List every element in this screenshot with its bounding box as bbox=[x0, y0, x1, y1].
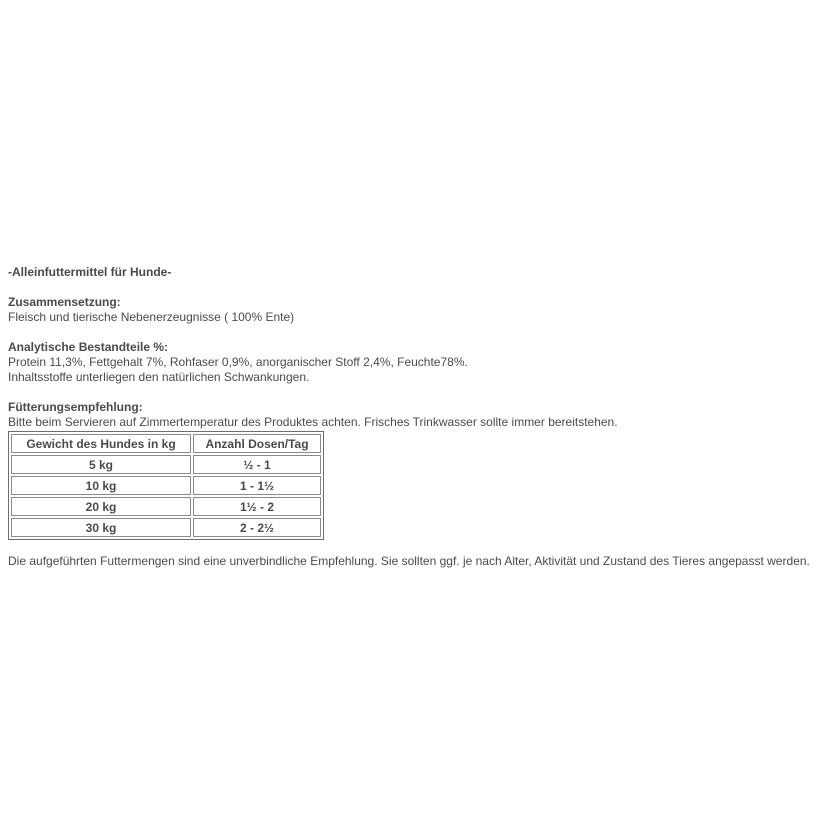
column-header-cans: Anzahl Dosen/Tag bbox=[193, 434, 321, 453]
column-header-weight: Gewicht des Hundes in kg bbox=[11, 434, 191, 453]
table-row bbox=[11, 455, 321, 474]
cans-cell: 1½ - 2 bbox=[193, 497, 321, 516]
product-description bbox=[8, 265, 832, 569]
analysis-heading: Analytische Bestandteile %: bbox=[8, 340, 169, 354]
cans-cell: 1 - 1½ bbox=[193, 476, 321, 495]
table-row bbox=[11, 518, 321, 537]
product-title: -Alleinfuttermittel für Hunde- bbox=[8, 265, 172, 279]
weight-cell: 30 kg bbox=[11, 518, 191, 537]
feeding-text: Bitte beim Servieren auf Zimmertemperatur des Produktes achten. Frisches Trinkwasser sollte immer bereitstehen. bbox=[8, 415, 618, 429]
weight-cell: 10 kg bbox=[11, 476, 191, 495]
cans-cell: ½ - 1 bbox=[193, 455, 321, 474]
table-row bbox=[11, 476, 321, 495]
feeding-heading: Fütterungsempfehlung: bbox=[8, 400, 143, 414]
composition-text: Fleisch und tierische Nebenerzeugnisse ( 100% Ente) bbox=[8, 310, 295, 324]
table-row bbox=[11, 497, 321, 516]
weight-cell: 20 kg bbox=[11, 497, 191, 516]
cans-cell: 2 - 2½ bbox=[193, 518, 321, 537]
disclaimer-text: Die aufgeführten Futtermengen sind eine unverbindliche Empfehlung. Sie sollten ggf. je nach Alter, Aktivität und Zustand des Tieres angepasst werden. bbox=[8, 554, 810, 568]
table-header-row bbox=[11, 434, 321, 453]
composition-heading: Zusammensetzung: bbox=[8, 295, 121, 309]
analysis-note: Inhaltsstoffe unterliegen den natürlichen Schwankungen. bbox=[8, 370, 310, 384]
weight-cell: 5 kg bbox=[11, 455, 191, 474]
analysis-values: Protein 11,3%, Fettgehalt 7%, Rohfaser 0,9%, anorganischer Stoff 2,4%, Feuchte78%. bbox=[8, 355, 468, 369]
feeding-table bbox=[8, 431, 324, 540]
